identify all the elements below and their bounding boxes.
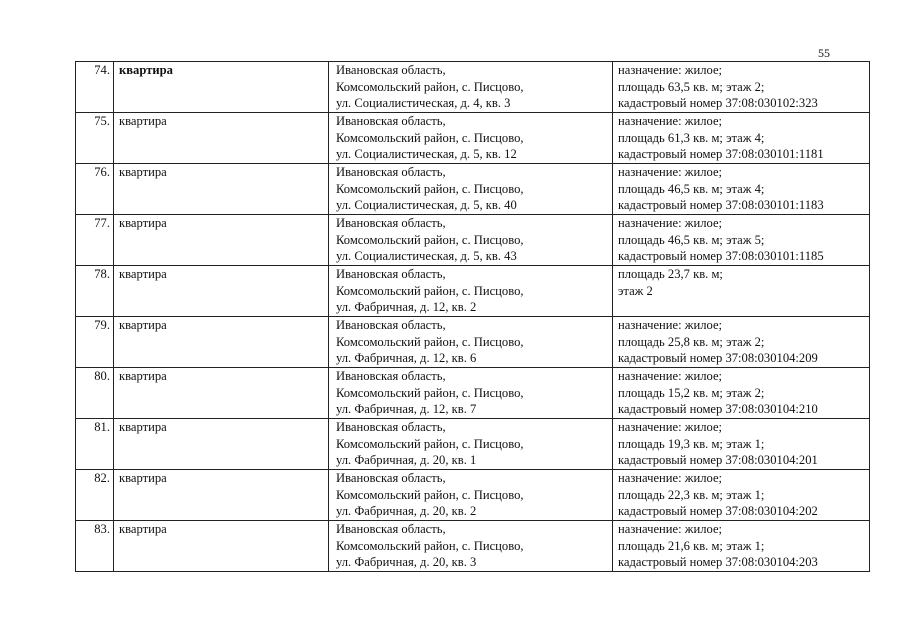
object-type: квартира bbox=[114, 113, 329, 164]
object-type: квартира bbox=[114, 164, 329, 215]
address-line: Ивановская область, bbox=[336, 471, 446, 485]
details-line: площадь 22,3 кв. м; этаж 1; bbox=[618, 487, 765, 502]
details-cell bbox=[613, 113, 870, 164]
details-line: назначение: жилое; bbox=[618, 522, 723, 536]
row-number: 81. bbox=[76, 419, 114, 470]
address-cell bbox=[329, 164, 613, 215]
address-line: ул. Фабричная, д. 20, кв. 1 bbox=[336, 453, 477, 467]
address-line: ул. Фабричная, д. 20, кв. 2 bbox=[336, 504, 477, 518]
table-row bbox=[76, 368, 870, 419]
property-table bbox=[75, 61, 870, 572]
address-cell bbox=[329, 521, 613, 572]
address-cell bbox=[329, 215, 613, 266]
details-cell bbox=[613, 317, 870, 368]
object-type: квартира bbox=[114, 368, 329, 419]
row-number: 79. bbox=[76, 317, 114, 368]
table-row bbox=[76, 164, 870, 215]
address-line: Ивановская область, bbox=[336, 267, 446, 281]
page-number: 55 bbox=[818, 46, 830, 60]
details-line: площадь 19,3 кв. м; этаж 1; bbox=[618, 436, 765, 451]
address-line: ул. Фабричная, д. 12, кв. 2 bbox=[336, 300, 477, 314]
details-line: назначение: жилое; bbox=[618, 114, 723, 128]
details-line: площадь 63,5 кв. м; этаж 2; bbox=[618, 79, 765, 94]
address-cell bbox=[329, 266, 613, 317]
address-line: Комсомольский район, с. Писцово, bbox=[336, 334, 524, 349]
details-cell bbox=[613, 521, 870, 572]
details-line: назначение: жилое; bbox=[618, 369, 723, 383]
row-number: 78. bbox=[76, 266, 114, 317]
details-cell bbox=[613, 62, 870, 113]
address-line: Ивановская область, bbox=[336, 63, 446, 77]
details-line: назначение: жилое; bbox=[618, 165, 723, 179]
address-line: Комсомольский район, с. Писцово, bbox=[336, 487, 524, 502]
details-line: назначение: жилое; bbox=[618, 63, 723, 77]
details-cell bbox=[613, 368, 870, 419]
address-line: Комсомольский район, с. Писцово, bbox=[336, 283, 524, 298]
address-line: Ивановская область, bbox=[336, 165, 446, 179]
address-cell bbox=[329, 368, 613, 419]
details-line: площадь 46,5 кв. м; этаж 4; bbox=[618, 181, 765, 196]
address-line: Комсомольский район, с. Писцово, bbox=[336, 181, 524, 196]
details-line: площадь 21,6 кв. м; этаж 1; bbox=[618, 538, 765, 553]
details-line: кадастровый номер 37:08:030104:209 bbox=[618, 351, 818, 365]
table-row bbox=[76, 419, 870, 470]
details-cell bbox=[613, 164, 870, 215]
address-line: ул. Социалистическая, д. 4, кв. 3 bbox=[336, 96, 511, 110]
details-cell bbox=[613, 419, 870, 470]
table-row bbox=[76, 317, 870, 368]
details-line: этаж 2 bbox=[618, 283, 653, 298]
address-cell bbox=[329, 470, 613, 521]
details-line: кадастровый номер 37:08:030102:323 bbox=[618, 96, 818, 110]
row-number: 77. bbox=[76, 215, 114, 266]
details-line: кадастровый номер 37:08:030104:202 bbox=[618, 504, 818, 518]
address-line: ул. Фабричная, д. 12, кв. 6 bbox=[336, 351, 477, 365]
address-cell bbox=[329, 317, 613, 368]
details-line: назначение: жилое; bbox=[618, 420, 723, 434]
details-line: назначение: жилое; bbox=[618, 216, 723, 230]
address-line: ул. Фабричная, д. 20, кв. 3 bbox=[336, 555, 477, 569]
row-number: 75. bbox=[76, 113, 114, 164]
details-line: кадастровый номер 37:08:030104:201 bbox=[618, 453, 818, 467]
table-row bbox=[76, 470, 870, 521]
table-row bbox=[76, 266, 870, 317]
details-line: площадь 15,2 кв. м; этаж 2; bbox=[618, 385, 765, 400]
address-line: Комсомольский район, с. Писцово, bbox=[336, 130, 524, 145]
address-line: Комсомольский район, с. Писцово, bbox=[336, 385, 524, 400]
table-row bbox=[76, 215, 870, 266]
address-cell bbox=[329, 113, 613, 164]
address-line: ул. Фабричная, д. 12, кв. 7 bbox=[336, 402, 477, 416]
table-row bbox=[76, 113, 870, 164]
row-number: 74. bbox=[76, 62, 114, 113]
object-type: квартира bbox=[114, 266, 329, 317]
details-line: назначение: жилое; bbox=[618, 471, 723, 485]
address-cell bbox=[329, 419, 613, 470]
details-line: кадастровый номер 37:08:030101:1183 bbox=[618, 198, 824, 212]
details-line: назначение: жилое; bbox=[618, 318, 723, 332]
address-line: ул. Социалистическая, д. 5, кв. 40 bbox=[336, 198, 517, 212]
address-line: Комсомольский район, с. Писцово, bbox=[336, 538, 524, 553]
details-line: кадастровый номер 37:08:030101:1185 bbox=[618, 249, 824, 263]
details-cell bbox=[613, 215, 870, 266]
details-cell bbox=[613, 470, 870, 521]
address-line: Ивановская область, bbox=[336, 114, 446, 128]
object-type: квартира bbox=[114, 317, 329, 368]
table-row bbox=[76, 521, 870, 572]
address-line: Комсомольский район, с. Писцово, bbox=[336, 436, 524, 451]
details-line: площадь 61,3 кв. м; этаж 4; bbox=[618, 130, 765, 145]
address-line: ул. Социалистическая, д. 5, кв. 43 bbox=[336, 249, 517, 263]
address-line: Ивановская область, bbox=[336, 318, 446, 332]
object-type: квартира bbox=[114, 62, 329, 113]
details-cell bbox=[613, 266, 870, 317]
row-number: 80. bbox=[76, 368, 114, 419]
details-line: площадь 46,5 кв. м; этаж 5; bbox=[618, 232, 765, 247]
row-number: 76. bbox=[76, 164, 114, 215]
table-row bbox=[76, 62, 870, 113]
details-line: площадь 25,8 кв. м; этаж 2; bbox=[618, 334, 765, 349]
details-line: кадастровый номер 37:08:030104:210 bbox=[618, 402, 818, 416]
details-line: площадь 23,7 кв. м; bbox=[618, 267, 723, 281]
address-line: ул. Социалистическая, д. 5, кв. 12 bbox=[336, 147, 517, 161]
row-number: 83. bbox=[76, 521, 114, 572]
row-number: 82. bbox=[76, 470, 114, 521]
object-type: квартира bbox=[114, 521, 329, 572]
address-line: Комсомольский район, с. Писцово, bbox=[336, 79, 524, 94]
object-type: квартира bbox=[114, 215, 329, 266]
address-line: Комсомольский район, с. Писцово, bbox=[336, 232, 524, 247]
address-line: Ивановская область, bbox=[336, 216, 446, 230]
details-line: кадастровый номер 37:08:030101:1181 bbox=[618, 147, 824, 161]
details-line: кадастровый номер 37:08:030104:203 bbox=[618, 555, 818, 569]
object-type: квартира bbox=[114, 419, 329, 470]
object-type: квартира bbox=[114, 470, 329, 521]
address-line: Ивановская область, bbox=[336, 369, 446, 383]
address-line: Ивановская область, bbox=[336, 420, 446, 434]
address-cell bbox=[329, 62, 613, 113]
address-line: Ивановская область, bbox=[336, 522, 446, 536]
